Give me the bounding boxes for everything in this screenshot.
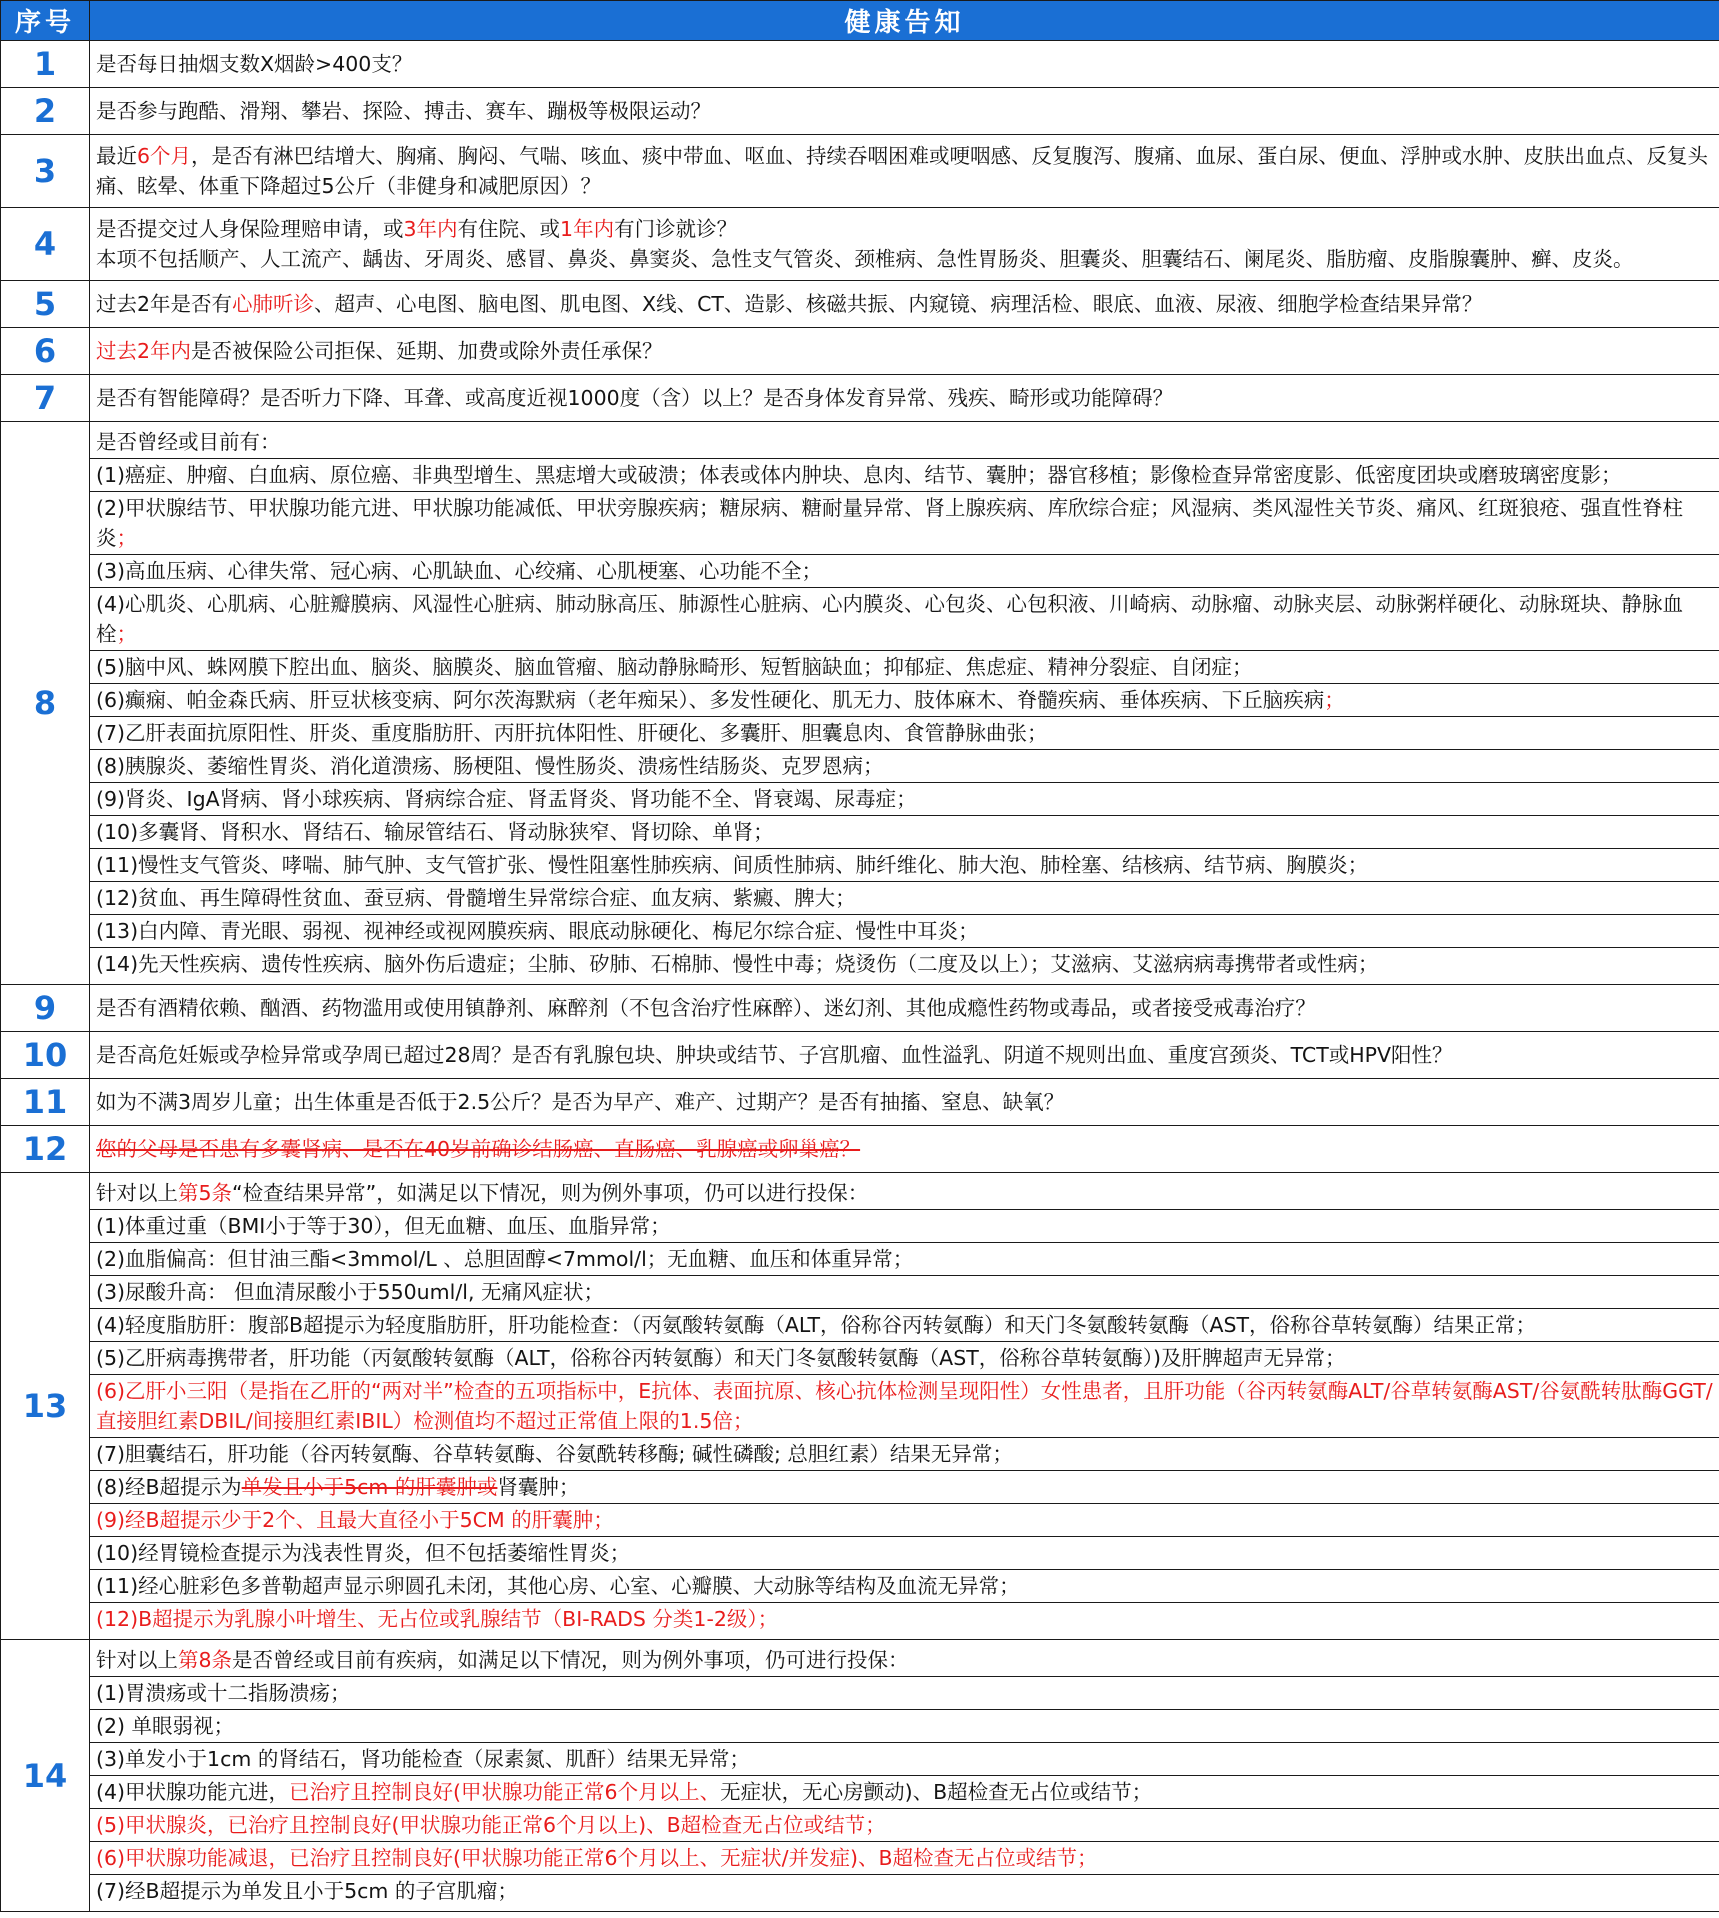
list-item	[90, 426, 1719, 459]
row-number: 4	[1, 208, 90, 281]
list-item	[90, 1809, 1719, 1842]
text-segment: (11)经心脏彩色多普勒超声显示卵圆孔未闭，其他心房、心室、心瓣膜、大动脉等结构及血流无异常；	[96, 1574, 1020, 1598]
text-segment: 针对以上	[96, 1181, 178, 1205]
row-number: 1	[1, 41, 90, 88]
text-segment: 、超声、心电图、脑电图、肌电图、X线、CT、造影、核磁共振、内窥镜、病理活检、眼底、血液、尿液、细胞学检查结果异常？	[314, 292, 1483, 316]
list-item	[90, 1644, 1719, 1677]
text-segment: 是否每日抽烟支数X烟龄>400支？	[96, 52, 413, 76]
text-segment: (12)贫血、再生障碍性贫血、蚕豆病、骨髓增生异常综合症、血友病、紫癜、脾大；	[96, 886, 856, 910]
list-item	[90, 1603, 1719, 1635]
list-item	[90, 948, 1719, 980]
row-content	[90, 985, 1719, 1032]
list-item	[90, 1342, 1719, 1375]
text-segment: (2)甲状腺结节、甲状腺功能亢进、甲状腺功能减低、甲状旁腺疾病；糖尿病、糖耐量异常、肾上腺疾病、库欣综合症；风湿病、类风湿性关节炎、痛风、红斑狼疮、强直性脊柱炎	[96, 496, 1684, 550]
text-segment: (4)轻度脂肪肝：腹部B超提示为轻度脂肪肝，肝功能检查：（丙氨酸转氨酶（ALT，俗称谷丙转氨酶）和天门冬氨酸转氨酶（AST，俗称谷草转氨酶）结果正常；	[96, 1313, 1537, 1337]
row-content-list	[90, 422, 1719, 985]
table-row	[1, 41, 1719, 88]
text-segment: 3年内	[403, 217, 458, 241]
text-segment: 第8条	[178, 1648, 233, 1672]
list-item	[90, 849, 1719, 882]
text-line	[96, 289, 1715, 319]
text-segment: 是否有智能障碍？是否听力下降、耳聋、或高度近视1000度（含）以上？是否身体发育异常、残疾、畸形或功能障碍？	[96, 386, 1174, 410]
list-item	[90, 1210, 1719, 1243]
header-number: 序号	[1, 1, 90, 41]
table-row	[1, 281, 1719, 328]
row-number: 10	[1, 1032, 90, 1079]
text-segment: (13)白内障、青光眼、弱视、视神经或视网膜疾病、眼底动脉硬化、梅尼尔综合症、慢性中耳炎；	[96, 919, 979, 943]
text-segment: (1)胃溃疡或十二指肠溃疡；	[96, 1681, 351, 1705]
table-row	[1, 985, 1719, 1032]
row-number: 13	[1, 1173, 90, 1640]
header-title: 健康告知	[90, 1, 1719, 41]
list-item	[90, 1570, 1719, 1603]
table-row	[1, 1640, 1719, 1912]
text-segment: (10)多囊肾、肾积水、肾结石、输尿管结石、肾动脉狭窄、肾切除、单肾；	[96, 820, 774, 844]
list-item	[90, 555, 1719, 588]
list-item	[90, 882, 1719, 915]
text-segment: (1)体重过重（BMI小于等于30），但无血糖、血压、血脂异常；	[96, 1214, 671, 1238]
text-segment: (9)经B超提示少于2个、且最大直径小于5CM 的肝囊肿；	[96, 1508, 614, 1532]
text-segment: 1年内	[560, 217, 615, 241]
text-segment: 是否提交过人身保险理赔申请，或	[96, 217, 404, 241]
text-segment: ，是否有淋巴结增大、胸痛、胸闷、气喘、咳血、痰中带血、呕血、持续吞咽困难或哽咽感、反复腹泻、腹痛、血尿、蛋白尿、便血、浮肿或水肿、皮肤出血点、反复头痛、眩晕、体重下降超过5公斤（非健身和减肥原因）？	[96, 144, 1709, 198]
table-row	[1, 375, 1719, 422]
text-line	[96, 141, 1715, 201]
text-line	[96, 1134, 1715, 1164]
row-number: 3	[1, 135, 90, 208]
list-item	[90, 1309, 1719, 1342]
list-item	[90, 750, 1719, 783]
row-number: 2	[1, 88, 90, 135]
text-segment: 6个月	[137, 144, 192, 168]
table-row	[1, 328, 1719, 375]
text-line	[96, 336, 1715, 366]
list-item	[90, 1537, 1719, 1570]
list-item	[90, 915, 1719, 948]
text-segment: (6)甲状腺功能减退，已治疗且控制良好(甲状腺功能正常6个月以上、无症状/并发症)、B超检查无占位或结节；	[96, 1846, 1098, 1870]
text-segment: 针对以上	[96, 1648, 178, 1672]
text-line	[96, 383, 1715, 413]
row-content	[90, 208, 1719, 281]
text-segment: 过去2年内	[96, 339, 192, 363]
text-segment: 心肺听诊	[232, 292, 315, 316]
text-segment: (3)尿酸升高： 但血清尿酸小于550uml/l, 无痛风症状；	[96, 1280, 604, 1304]
text-segment: (6)乙肝小三阳（是指在乙肝的“两对半”检查的五项指标中，E抗体、表面抗原、核心抗体检测呈现阳性）女性患者，且肝功能（谷丙转氨酶ALT/谷草转氨酶AST/谷氨酰转肽酶GGT/直接胆红素DBIL/间接胆红素IBIL）检测值均不超过正常值上限的1.5倍；	[96, 1379, 1713, 1433]
list-item	[90, 588, 1719, 651]
list-item	[90, 1438, 1719, 1471]
list-item	[90, 1375, 1719, 1438]
text-segment: (5)脑中风、蛛网膜下腔出血、脑炎、脑膜炎、脑血管瘤、脑动静脉畸形、短暂脑缺血；抑郁症、焦虑症、精神分裂症、自闭症；	[96, 655, 1253, 679]
text-segment: (2)血脂偏高：但甘油三酯<3mmol/L 、总胆固醇<7mmol/l；无血糖、血压和体重异常；	[96, 1247, 914, 1271]
text-segment: 是否曾经或目前有：	[96, 430, 281, 454]
row-number: 12	[1, 1126, 90, 1173]
text-segment: 您的父母是否患有多囊肾病、是否在40岁前确诊结肠癌、直肠癌、乳腺癌或卵巢癌？	[96, 1137, 861, 1161]
list-item	[90, 492, 1719, 555]
list-item	[90, 717, 1719, 750]
list-item	[90, 1743, 1719, 1776]
text-segment: 是否被保险公司拒保、延期、加费或除外责任承保？	[191, 339, 663, 363]
table-row	[1, 1079, 1719, 1126]
text-segment: 是否参与跑酷、滑翔、攀岩、探险、搏击、赛车、蹦极等极限运动？	[96, 99, 711, 123]
text-line	[96, 1040, 1715, 1070]
text-segment: ；	[116, 622, 137, 646]
text-segment: (3)高血压病、心律失常、冠心病、心肌缺血、心绞痛、心肌梗塞、心功能不全；	[96, 559, 823, 583]
text-segment: (7)胆囊结石，肝功能（谷丙转氨酶、谷草转氨酶、谷氨酰转移酶; 碱性磷酸; 总胆红素）结果无异常；	[96, 1442, 1013, 1466]
text-line	[96, 993, 1715, 1023]
list-item	[90, 1710, 1719, 1743]
text-segment: 过去2年是否有	[96, 292, 233, 316]
row-number: 5	[1, 281, 90, 328]
text-segment: (6)癫痫、帕金森氏病、肝豆状核变病、阿尔茨海默病（老年痴呆）、多发性硬化、肌无力、肢体麻木、脊髓疾病、垂体疾病、下丘脑疾病	[96, 688, 1325, 712]
text-segment: 有门诊就诊？	[614, 217, 738, 241]
text-segment: (9)肾炎、IgA肾病、肾小球疾病、肾病综合症、肾盂肾炎、肾功能不全、肾衰竭、尿毒症；	[96, 787, 917, 811]
row-content	[90, 375, 1719, 422]
row-content	[90, 1079, 1719, 1126]
row-number: 7	[1, 375, 90, 422]
text-segment: 第5条	[178, 1181, 233, 1205]
table-body	[1, 41, 1719, 1912]
row-content	[90, 88, 1719, 135]
text-line	[96, 1087, 1715, 1117]
table-row	[1, 1032, 1719, 1079]
list-item	[90, 783, 1719, 816]
text-segment: (4)甲状腺功能亢进，	[96, 1780, 290, 1804]
list-item	[90, 1276, 1719, 1309]
text-segment: (8)胰腺炎、萎缩性胃炎、消化道溃疡、肠梗阻、慢性肠炎、溃疡性结肠炎、克罗恩病；	[96, 754, 884, 778]
text-line	[96, 214, 1715, 244]
text-segment: ；	[1324, 688, 1345, 712]
text-line	[96, 244, 1715, 274]
text-segment: “检查结果异常”，如满足以下情况，则为例外事项，仍可以进行投保：	[232, 1181, 869, 1205]
table-row	[1, 135, 1719, 208]
row-content	[90, 328, 1719, 375]
text-segment: 肾囊肿；	[497, 1475, 580, 1499]
row-number: 9	[1, 985, 90, 1032]
text-segment: (2) 单眼弱视；	[96, 1714, 235, 1738]
row-content-list	[90, 1640, 1719, 1912]
table-row	[1, 88, 1719, 135]
text-segment: 无症状，无心房颤动)、B超检查无占位或结节；	[720, 1780, 1153, 1804]
list-item	[90, 651, 1719, 684]
text-segment: 是否高危妊娠或孕检异常或孕周已超过28周？是否有乳腺包块、肿块或结节、子宫肌瘤、血性溢乳、阴道不规则出血、重度宫颈炎、TCT或HPV阳性？	[96, 1043, 1453, 1067]
text-segment: 有住院、或	[457, 217, 561, 241]
text-segment: 是否曾经或目前有疾病，如满足以下情况，则为例外事项，仍可进行投保：	[232, 1648, 909, 1672]
text-segment: ；	[116, 526, 137, 550]
text-segment: (14)先天性疾病、遗传性疾病、脑外伤后遗症；尘肺、矽肺、石棉肺、慢性中毒；烧烫伤（二度及以上）；艾滋病、艾滋病病毒携带者或性病；	[96, 952, 1379, 976]
text-segment: 已治疗且控制良好(甲状腺功能正常6个月以上、	[289, 1780, 721, 1804]
text-segment: (10)经胃镜检查提示为浅表性胃炎，但不包括萎缩性胃炎；	[96, 1541, 631, 1565]
text-segment: (5)甲状腺炎，已治疗且控制良好(甲状腺功能正常6个月以上)、B超检查无占位或结节；	[96, 1813, 886, 1837]
list-item	[90, 1177, 1719, 1210]
row-number: 6	[1, 328, 90, 375]
text-segment: (4)心肌炎、心肌病、心脏瓣膜病、风湿性心脏病、肺动脉高压、肺源性心脏病、心内膜炎、心包炎、心包积液、川崎病、动脉瘤、动脉夹层、动脉粥样硬化、动脉斑块、静脉血栓	[96, 592, 1684, 646]
row-content-list	[90, 1173, 1719, 1640]
text-segment: 如为不满3周岁儿童；出生体重是否低于2.5公斤？是否为早产、难产、过期产？是否有抽搐、窒息、缺氧？	[96, 1090, 1065, 1114]
text-segment: 单发且小于5cm 的肝囊肿或	[241, 1475, 498, 1499]
list-item	[90, 459, 1719, 492]
list-item	[90, 1677, 1719, 1710]
row-content	[90, 135, 1719, 208]
row-content	[90, 1126, 1719, 1173]
table-row	[1, 1126, 1719, 1173]
table-row	[1, 208, 1719, 281]
list-item	[90, 1776, 1719, 1809]
row-content	[90, 41, 1719, 88]
text-segment: (3)单发小于1cm 的肾结石，肾功能检查（尿素氮、肌酐）结果无异常；	[96, 1747, 750, 1771]
list-item	[90, 1504, 1719, 1537]
text-segment: (5)乙肝病毒携带者，肝功能（丙氨酸转氨酶（ALT，俗称谷丙转氨酶）和天门冬氨酸转氨酶（AST，俗称谷草转氨酶）)及肝脾超声无异常；	[96, 1346, 1346, 1370]
list-item	[90, 816, 1719, 849]
list-item	[90, 1243, 1719, 1276]
text-segment: (7)经B超提示为单发且小于5cm 的子宫肌瘤；	[96, 1879, 518, 1903]
row-number: 8	[1, 422, 90, 985]
text-line	[96, 96, 1715, 126]
list-item	[90, 1471, 1719, 1504]
text-segment: 本项不包括顺产、人工流产、龋齿、牙周炎、感冒、鼻炎、鼻窦炎、急性支气管炎、颈椎病、急性胃肠炎、胆囊炎、胆囊结石、阑尾炎、脂肪瘤、皮脂腺囊肿、癣、皮炎。	[96, 247, 1634, 271]
row-content	[90, 1032, 1719, 1079]
text-segment: (11)慢性支气管炎、哮喘、肺气肿、支气管扩张、慢性阻塞性肺疾病、间质性肺病、肺纤维化、肺大泡、肺栓塞、结核病、结节病、胸膜炎；	[96, 853, 1369, 877]
row-number: 14	[1, 1640, 90, 1912]
table-row	[1, 422, 1719, 985]
header-row	[1, 1, 1719, 41]
text-segment: (12)B超提示为乳腺小叶增生、无占位或乳腺结节（BI-RADS 分类1-2级）；	[96, 1607, 779, 1631]
text-segment: 是否有酒精依赖、酗酒、药物滥用或使用镇静剂、麻醉剂（不包含治疗性麻醉）、迷幻剂、其他成瘾性药物或毒品，或者接受戒毒治疗？	[96, 996, 1316, 1020]
table-row	[1, 1173, 1719, 1640]
text-segment: 最近	[96, 144, 137, 168]
list-item	[90, 1842, 1719, 1875]
list-item	[90, 1875, 1719, 1907]
text-segment: (1)癌症、肿瘤、白血病、原位癌、非典型增生、黑痣增大或破溃；体表或体内肿块、息肉、结节、囊肿；器官移植；影像检查异常密度影、低密度团块或磨玻璃密度影；	[96, 463, 1622, 487]
text-segment: (8)经B超提示为	[96, 1475, 242, 1499]
text-segment: (7)乙肝表面抗原阳性、肝炎、重度脂肪肝、丙肝抗体阳性、肝硬化、多囊肝、胆囊息肉、食管静脉曲张；	[96, 721, 1048, 745]
row-number: 11	[1, 1079, 90, 1126]
list-item	[90, 684, 1719, 717]
text-line	[96, 49, 1715, 79]
row-content	[90, 281, 1719, 328]
